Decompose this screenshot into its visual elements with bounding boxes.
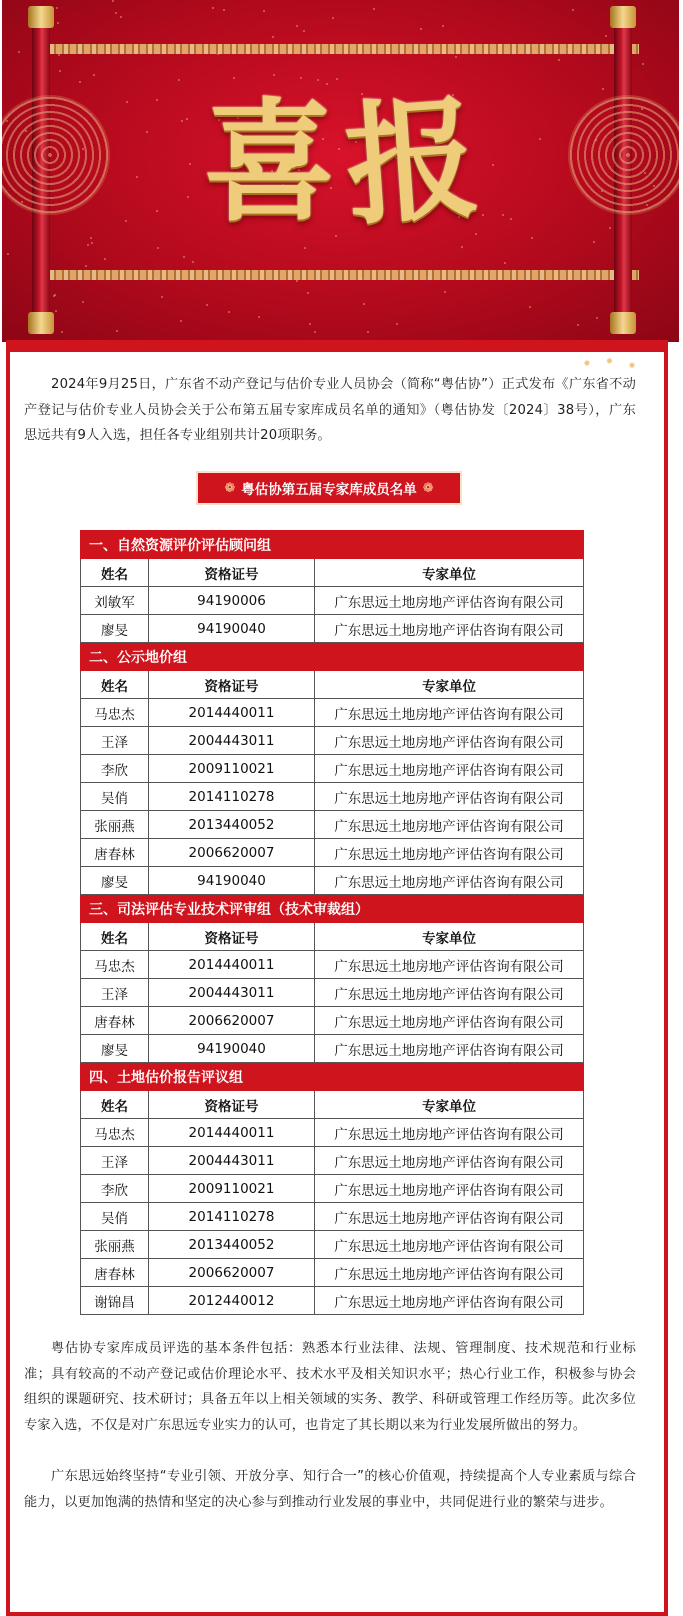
medallion-right-decoration bbox=[568, 95, 679, 215]
gold-speck bbox=[296, 280, 298, 282]
column-header: 资格证号 bbox=[149, 1091, 315, 1119]
member-unit-cell: 广东思远土地房地产评估咨询有限公司 bbox=[315, 1287, 584, 1315]
table-row bbox=[81, 699, 584, 727]
column-header-row bbox=[81, 559, 584, 587]
table-row bbox=[81, 839, 584, 867]
scroll-border-bottom bbox=[42, 270, 639, 280]
member-name-cell: 廖旻 bbox=[81, 867, 149, 895]
gold-speck bbox=[642, 63, 644, 65]
member-unit-cell: 广东思远土地房地产评估咨询有限公司 bbox=[315, 615, 584, 643]
member-name-cell: 王泽 bbox=[81, 1147, 149, 1175]
column-header: 资格证号 bbox=[149, 671, 315, 699]
certificate-number-cell: 2006620007 bbox=[149, 1259, 315, 1287]
gold-speck bbox=[59, 70, 61, 72]
table-row bbox=[81, 587, 584, 615]
gold-speck bbox=[367, 331, 369, 333]
gold-speck bbox=[7, 253, 9, 255]
member-name-cell: 吴俏 bbox=[81, 783, 149, 811]
banner-title-char: 喜 bbox=[203, 85, 336, 240]
banner-title bbox=[152, 78, 529, 248]
scroll-border-top bbox=[42, 44, 639, 54]
intro-paragraph: 2024年9月25日，广东省不动产登记与估价专业人员协会（简称“粤估协”）正式发布《广东省不动产登记与估价专业人员协会关于公布第五届专家库成员名单的通知》（粤估协发〔2024〕38号），广东思远共有9人入选，担任各专业组别共计20项职务。 bbox=[24, 377, 636, 443]
member-name-cell: 张丽燕 bbox=[81, 811, 149, 839]
member-unit-cell: 广东思远土地房地产评估咨询有限公司 bbox=[315, 867, 584, 895]
gold-speck bbox=[309, 323, 311, 325]
member-unit-cell: 广东思远土地房地产评估咨询有限公司 bbox=[315, 811, 584, 839]
gold-speck bbox=[314, 331, 316, 333]
member-name-cell: 王泽 bbox=[81, 979, 149, 1007]
gold-speck bbox=[116, 330, 118, 332]
table-row bbox=[81, 1119, 584, 1147]
member-name-cell: 谢锦昌 bbox=[81, 1287, 149, 1315]
section-title: 三、司法评估专业技术评审组（技术审裁组） bbox=[81, 895, 584, 923]
column-header: 专家单位 bbox=[315, 1091, 584, 1119]
member-name-cell: 马忠杰 bbox=[81, 951, 149, 979]
gold-speck bbox=[79, 81, 81, 83]
column-header-row bbox=[81, 671, 584, 699]
member-name-cell: 刘敏军 bbox=[81, 587, 149, 615]
gold-speck bbox=[455, 56, 457, 58]
closing-paragraph-1: 粤估协专家库成员评选的基本条件包括：熟悉本行业法律、法规、管理制度、技术规范和行业标准；具有较高的不动产登记或估价理论水平、技术水平及相关知识水平；热心行业工作，积极参与协会组织的课题研究、技术研讨；具备五年以上相关领域的实务、教学、科研或管理工作经历等。此次多位专家入选，不仅是对广东思远专业实力的认可，也肯定了其长期以来为行业发展所做出的努力。 bbox=[24, 1341, 636, 1433]
certificate-number-cell: 2004443011 bbox=[149, 1147, 315, 1175]
gold-speck bbox=[126, 101, 128, 103]
gold-speck bbox=[596, 317, 598, 319]
certificate-number-cell: 94190040 bbox=[149, 615, 315, 643]
column-header: 专家单位 bbox=[315, 671, 584, 699]
expert-members-table bbox=[80, 530, 584, 1315]
column-header: 姓名 bbox=[81, 923, 149, 951]
member-name-cell: 唐春林 bbox=[81, 839, 149, 867]
member-unit-cell: 广东思远土地房地产评估咨询有限公司 bbox=[315, 1119, 584, 1147]
certificate-number-cell: 94190040 bbox=[149, 1035, 315, 1063]
section-title: 一、自然资源评价评估顾问组 bbox=[81, 531, 584, 559]
gold-speck bbox=[307, 292, 309, 294]
gold-speck bbox=[104, 258, 106, 260]
member-unit-cell: 广东思远土地房地产评估咨询有限公司 bbox=[315, 839, 584, 867]
member-unit-cell: 广东思远土地房地产评估咨询有限公司 bbox=[315, 755, 584, 783]
table-row bbox=[81, 1175, 584, 1203]
column-header: 姓名 bbox=[81, 559, 149, 587]
section-header-row bbox=[81, 895, 584, 923]
gold-speck bbox=[85, 265, 87, 267]
gold-speck bbox=[146, 131, 148, 133]
member-unit-cell: 广东思远土地房地产评估咨询有限公司 bbox=[315, 979, 584, 1007]
table-row bbox=[81, 951, 584, 979]
certificate-number-cell: 2009110021 bbox=[149, 1175, 315, 1203]
gold-speck bbox=[57, 22, 59, 24]
gold-speck bbox=[90, 237, 92, 239]
certificate-number-cell: 2014110278 bbox=[149, 1203, 315, 1231]
member-unit-cell: 广东思远土地房地产评估咨询有限公司 bbox=[315, 1175, 584, 1203]
member-unit-cell: 广东思远土地房地产评估咨询有限公司 bbox=[315, 727, 584, 755]
gold-speck bbox=[125, 220, 127, 222]
gold-speck bbox=[303, 30, 305, 32]
table-row bbox=[81, 1203, 584, 1231]
gold-speck bbox=[180, 320, 182, 322]
medallion-left-decoration bbox=[2, 95, 110, 215]
gold-speck bbox=[529, 306, 531, 308]
gold-speck bbox=[91, 242, 93, 244]
table-row bbox=[81, 867, 584, 895]
gold-speck bbox=[531, 237, 533, 239]
certificate-number-cell: 2014440011 bbox=[149, 951, 315, 979]
gold-speck bbox=[420, 28, 422, 30]
gold-speck bbox=[272, 36, 274, 38]
gold-speck bbox=[396, 323, 398, 325]
column-header: 专家单位 bbox=[315, 923, 584, 951]
gold-speck bbox=[593, 241, 595, 243]
gold-speck bbox=[55, 310, 57, 312]
section-header-row bbox=[81, 531, 584, 559]
section-header-row bbox=[81, 643, 584, 671]
table-row bbox=[81, 755, 584, 783]
member-unit-cell: 广东思远土地房地产评估咨询有限公司 bbox=[315, 951, 584, 979]
banner-title-char: 报 bbox=[340, 80, 483, 245]
member-name-cell: 唐春林 bbox=[81, 1007, 149, 1035]
certificate-number-cell: 2012440012 bbox=[149, 1287, 315, 1315]
certificate-number-cell: 2006620007 bbox=[149, 1007, 315, 1035]
flower-icon: ❁ bbox=[224, 480, 236, 496]
certificate-number-cell: 2013440052 bbox=[149, 811, 315, 839]
certificate-number-cell: 94190040 bbox=[149, 867, 315, 895]
member-name-cell: 廖旻 bbox=[81, 1035, 149, 1063]
member-unit-cell: 广东思远土地房地产评估咨询有限公司 bbox=[315, 783, 584, 811]
flower-icon: ❁ bbox=[422, 480, 434, 496]
gold-speck bbox=[56, 7, 58, 9]
column-header-row bbox=[81, 923, 584, 951]
column-header: 资格证号 bbox=[149, 923, 315, 951]
certificate-number-cell: 2014110278 bbox=[149, 783, 315, 811]
member-unit-cell: 广东思远土地房地产评估咨询有限公司 bbox=[315, 1231, 584, 1259]
table-row bbox=[81, 1259, 584, 1287]
gold-speck bbox=[605, 35, 607, 37]
gold-speck bbox=[363, 303, 365, 305]
gold-speck bbox=[332, 17, 334, 19]
certificate-number-cell: 2014440011 bbox=[149, 699, 315, 727]
gold-speck bbox=[258, 316, 260, 318]
section-badge bbox=[196, 471, 462, 505]
table-row bbox=[81, 979, 584, 1007]
certificate-number-cell: 2004443011 bbox=[149, 979, 315, 1007]
gold-speck bbox=[577, 324, 579, 326]
gold-speck bbox=[206, 304, 208, 306]
gold-speck bbox=[115, 12, 117, 14]
table-row bbox=[81, 615, 584, 643]
member-name-cell: 王泽 bbox=[81, 727, 149, 755]
closing-paragraph-2: 广东思远始终坚持“专业引领、开放分享、知行合一”的核心价值观，持续提高个人专业素质与综合能力，以更加饱满的热情和坚定的决心参与到推动行业发展的事业中，共同促进行业的繁荣与进步。 bbox=[24, 1469, 636, 1510]
gold-speck bbox=[192, 261, 194, 263]
certificate-number-cell: 2009110021 bbox=[149, 755, 315, 783]
member-unit-cell: 广东思远土地房地产评估咨询有限公司 bbox=[315, 1259, 584, 1287]
gold-speck bbox=[87, 244, 89, 246]
gold-speck bbox=[112, 0, 114, 2]
column-header: 姓名 bbox=[81, 1091, 149, 1119]
member-name-cell: 唐春林 bbox=[81, 1259, 149, 1287]
gold-speck bbox=[602, 88, 604, 90]
gold-speck bbox=[444, 291, 446, 293]
fireworks-decoration bbox=[560, 352, 650, 374]
column-header: 姓名 bbox=[81, 671, 149, 699]
table-row bbox=[81, 1287, 584, 1315]
gold-speck bbox=[183, 256, 185, 258]
gold-speck bbox=[61, 331, 63, 333]
table-row bbox=[81, 1147, 584, 1175]
gold-speck bbox=[273, 74, 275, 76]
gold-speck bbox=[263, 10, 265, 12]
gold-speck bbox=[161, 296, 163, 298]
certificate-number-cell: 94190006 bbox=[149, 587, 315, 615]
section-title: 二、公示地价组 bbox=[81, 643, 584, 671]
table-row bbox=[81, 811, 584, 839]
section-badge-label: 粤估协第五届专家库成员名单 bbox=[241, 482, 417, 498]
column-header: 专家单位 bbox=[315, 559, 584, 587]
table-row bbox=[81, 1007, 584, 1035]
gold-speck bbox=[53, 295, 55, 297]
member-unit-cell: 广东思远土地房地产评估咨询有限公司 bbox=[315, 587, 584, 615]
member-name-cell: 吴俏 bbox=[81, 1203, 149, 1231]
member-unit-cell: 广东思远土地房地产评估咨询有限公司 bbox=[315, 1147, 584, 1175]
table-row bbox=[81, 727, 584, 755]
certificate-number-cell: 2013440052 bbox=[149, 1231, 315, 1259]
gold-speck bbox=[504, 262, 506, 264]
table-row bbox=[81, 1035, 584, 1063]
gold-speck bbox=[93, 74, 95, 76]
gold-speck bbox=[609, 227, 611, 229]
member-name-cell: 张丽燕 bbox=[81, 1231, 149, 1259]
gold-speck bbox=[572, 9, 574, 11]
column-header: 资格证号 bbox=[149, 559, 315, 587]
member-name-cell: 李欣 bbox=[81, 755, 149, 783]
gold-speck bbox=[228, 311, 230, 313]
certificate-number-cell: 2014440011 bbox=[149, 1119, 315, 1147]
gold-speck bbox=[18, 51, 20, 53]
gold-speck bbox=[136, 176, 138, 178]
member-unit-cell: 广东思远土地房地产评估咨询有限公司 bbox=[315, 1203, 584, 1231]
section-title: 四、土地估价报告评议组 bbox=[81, 1063, 584, 1091]
member-unit-cell: 广东思远土地房地产评估咨询有限公司 bbox=[315, 699, 584, 727]
gold-speck bbox=[212, 7, 214, 9]
column-header-row bbox=[81, 1091, 584, 1119]
member-name-cell: 马忠杰 bbox=[81, 699, 149, 727]
member-unit-cell: 广东思远土地房地产评估咨询有限公司 bbox=[315, 1007, 584, 1035]
table-row bbox=[81, 1231, 584, 1259]
gold-speck bbox=[82, 301, 84, 303]
gold-speck bbox=[58, 54, 60, 56]
gold-speck bbox=[120, 16, 122, 18]
gold-speck bbox=[442, 25, 444, 27]
member-name-cell: 李欣 bbox=[81, 1175, 149, 1203]
table-row bbox=[81, 783, 584, 811]
member-unit-cell: 广东思远土地房地产评估咨询有限公司 bbox=[315, 1035, 584, 1063]
member-name-cell: 廖旻 bbox=[81, 615, 149, 643]
certificate-number-cell: 2004443011 bbox=[149, 727, 315, 755]
gold-speck bbox=[539, 138, 541, 140]
section-header-row bbox=[81, 1063, 584, 1091]
certificate-number-cell: 2006620007 bbox=[149, 839, 315, 867]
gold-speck bbox=[558, 59, 560, 61]
header-banner bbox=[2, 0, 679, 342]
member-name-cell: 马忠杰 bbox=[81, 1119, 149, 1147]
gold-speck bbox=[373, 8, 375, 10]
gold-speck bbox=[296, 25, 298, 27]
gold-speck bbox=[223, 9, 225, 11]
